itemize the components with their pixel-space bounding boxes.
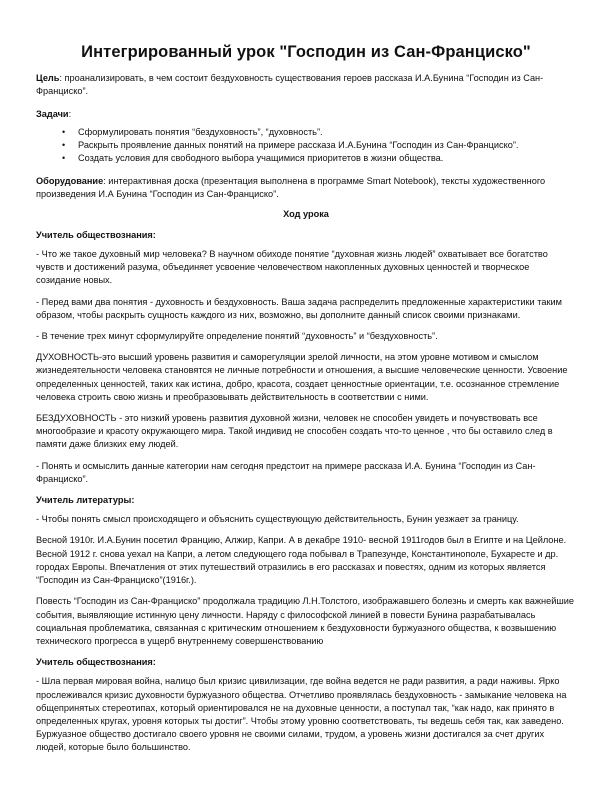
paragraph: - Что же такое духовный мир человека? В научном обиходе понятие “духовная жизнь людей” охватывает все богатство чувств и достижений разума, объединяет усвоение человечеством накопленных духовных ценностей и творческое созидание новых. xyxy=(36,249,548,286)
list-item xyxy=(36,139,576,152)
paragraph: - Перед вами два понятия - духовность и бездуховность. Ваша задача распределить предложенные характеристики таким образом, чтобы раскрыть сущность каждого из них, возможно, вы дополните данный список своими признаками. xyxy=(36,296,562,320)
task-text: Создать условия для свободного выбора учащимися приоритетов в жизни общества. xyxy=(78,153,444,164)
bullet-icon: • xyxy=(62,139,66,150)
bullet-icon: • xyxy=(62,153,66,164)
page-title: Интегрированный урок "Господин из Сан-Франциско" xyxy=(81,43,531,61)
section-heading: Учитель обществознания: xyxy=(36,657,156,668)
tasks-label: Задачи xyxy=(36,109,69,120)
paragraph: Повесть “Господин из Сан-Франциско” продолжала традицию Л.Н.Толстого, изображавшего болезнь и смерть как важнейшие события, выявляющие истинную цену личности. Наряду с философской линией в повести Бунина разрабатывалась социальная проблематика, связанная с критическим отношением к бездуховности буржуазного общества, к возвышению технического прогресса в ущерб внутреннему совершенствованию xyxy=(36,596,574,646)
paragraph: - Понять и осмыслить данные категории нам сегодня предстоит на примере рассказа И.А. Бунина “Господин из Сан-Франциско”. xyxy=(36,460,536,484)
lesson-heading: Ход урока xyxy=(283,208,329,219)
section-heading: Учитель обществознания: xyxy=(36,229,156,240)
list-item xyxy=(36,152,576,165)
goal-text: : проанализировать, в чем состоит бездуховность существования героев рассказа И.А.Бунина “Господин из Сан-Франциско”. xyxy=(36,73,544,97)
paragraph: ДУХОВНОСТЬ-это высший уровень развития и саморегуляции зрелой личности, на этом уровне мотивом и смыслом жизнедеятельности человека становятся не личные потребности и отношения, а высшие человеческие ценности. Усвоение определенных ценностей, таких как истина, добро, красота, создает ценностные ориентации, т.е. осознанное стремление человека строить свою жизнь и преобразовывать действительность в соответствии с ними. xyxy=(36,352,568,402)
equipment-text: : интерактивная доска (презентация выполнена в программе Smart Notebook), тексты художественного произведения И.А Бунина “Господин из Сан-Франциско”. xyxy=(36,176,546,200)
equipment-paragraph xyxy=(36,175,576,201)
tasks-suffix: : xyxy=(68,109,72,120)
section-heading: Учитель литературы: xyxy=(36,495,135,506)
list-item xyxy=(36,126,576,139)
paragraph: - В течение трех минут сформулируйте определение понятий “духовность” и “бездуховность”. xyxy=(36,331,438,342)
paragraph: БЕЗДУХОВНОСТЬ - это низкий уровень развития духовной жизни, человек не способен увидеть и почувствовать все многообразие и красоту окружающего мира. Такой индивид не способен создать что-то ценное , что бы оставило след в памяти даже близких ему людей. xyxy=(36,413,553,450)
tasks-list xyxy=(36,126,576,166)
task-text: Раскрыть проявление данных понятий на примере рассказа И.А.Бунина “Господин из Сан-Франциско”. xyxy=(78,139,519,150)
goal-label: Цель xyxy=(36,73,60,83)
goal-paragraph xyxy=(36,72,576,98)
equipment-label: Оборудование xyxy=(36,176,104,187)
paragraph: Весной 1910г. И.А.Бунин посетил Францию, Алжир, Капри. А в декабре 1910- весной 1911годов был в Египте и на Цейлоне. Весной 1912 г. снова уехал на Капри, а летом следующего года побывал в Трапезунде, Константинополе, Бухаресте и др. городах Европы. Впечатления от этих путешествий отразились в его рассказах и повестях, одним из которых является “Господин из Сан-Франциско”(1916г.). xyxy=(36,535,567,586)
paragraph: - Шла первая мировая война, налицо был кризис цивилизации, где война ведется не ради развития, а ради наживы. Ярко прослеживался кризис духовности буржуазного общества. Отчетливо проявлялась бездуховность - замыкание человека на общепринятых стереотипах, который ориентировался не на духовные ценности, а поступал так, “как надо, как принято в определенных кругах, уровня которых ты достиг”. Чтобы этому уровню соответствовать, ты ведешь себя так, как заведено. Буржуазное общество достигало своего уровня не своими силами, трудом, а уровень жизни достигался за счет других людей, которые было большинство. xyxy=(36,676,567,753)
bullet-icon: • xyxy=(62,126,66,137)
tasks-heading xyxy=(36,108,576,121)
task-text: Сформулировать понятия “бездуховность”, “духовность”. xyxy=(78,126,323,137)
paragraph: - Чтобы понять смысл происходящего и объяснить существующую действительность, Бунин уезжает за границу. xyxy=(36,514,519,525)
